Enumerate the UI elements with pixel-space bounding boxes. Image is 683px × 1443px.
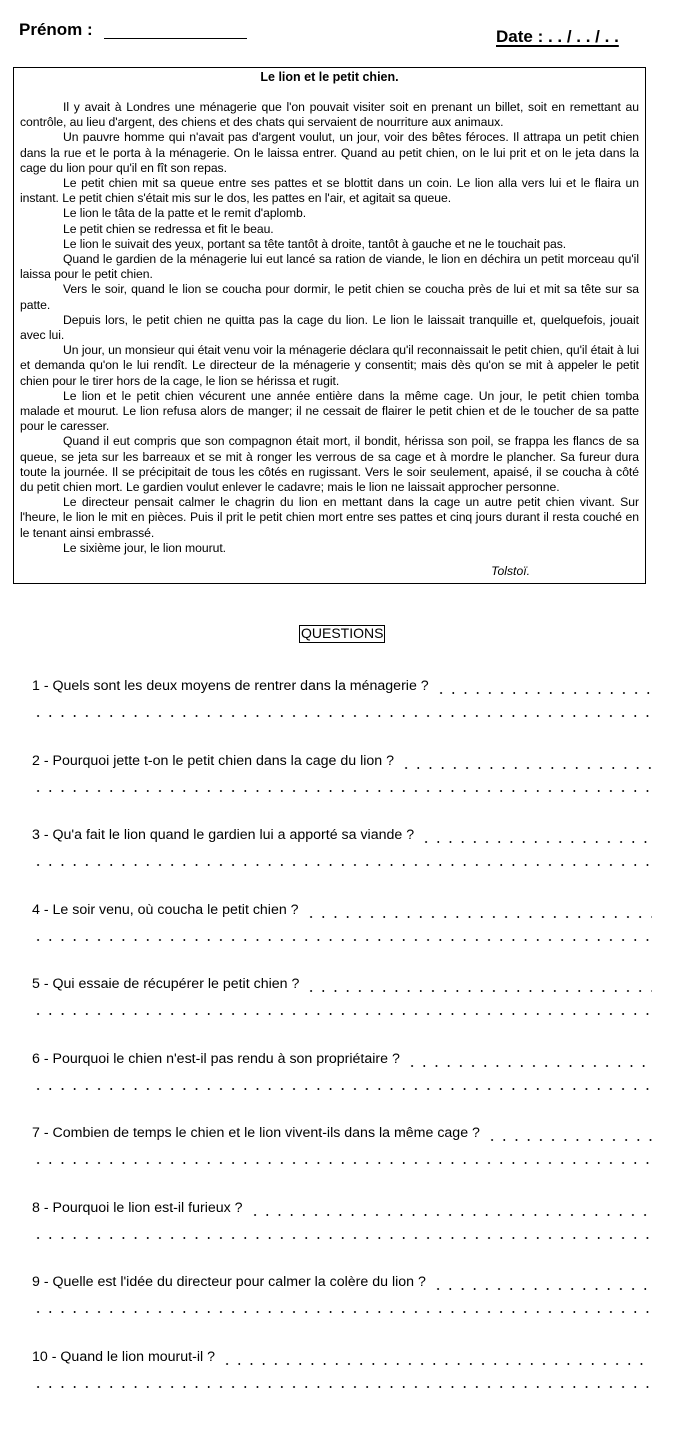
question-answer-leader[interactable]	[305, 901, 652, 919]
question-text: 9 - Quelle est l'idée du directeur pour calmer la colère du lion ?	[32, 1274, 426, 1290]
question-row	[32, 975, 652, 993]
answer-line[interactable]	[32, 1310, 650, 1314]
question-row	[32, 1273, 652, 1291]
question-answer-leader[interactable]	[406, 1050, 652, 1068]
question-text: 8 - Pourquoi le lion est-il furieux ?	[32, 1199, 243, 1216]
story-paragraph: Le sixième jour, le lion mourut.	[63, 540, 227, 555]
question-row	[32, 677, 652, 695]
answer-line[interactable]	[32, 789, 650, 793]
date-label: Date : . . / . . / . .	[496, 27, 619, 46]
question-item	[32, 1341, 652, 1401]
question-item	[32, 819, 652, 879]
question-text: 6 - Pourquoi le chien n'est-il pas rendu à son propriétaire ?	[32, 1050, 400, 1067]
story-paragraph: Le lion le tâta de la patte et le remit d'aplomb.	[63, 206, 307, 221]
story-paragraph: Depuis lors, le petit chien ne quitta pas la cage du lion. Le lion le laissait tranquille et, quelquefois, jouait avec lui.	[20, 312, 639, 343]
question-text: 3 - Qu'a fait le lion quand le gardien lui a apporté sa viande ?	[32, 827, 415, 843]
question-row	[32, 826, 652, 844]
name-answer-line[interactable]	[104, 38, 247, 39]
answer-line[interactable]	[32, 1385, 650, 1389]
story-title: Le lion et le petit chien.	[260, 70, 399, 84]
story-paragraph: Un jour, un monsieur qui était venu voir la ménagerie déclara qu'il reconnaissait le petit chien, qu'il était à lui et demanda qu'on le lui rendît. Le directeur de la ménagerie y consentit; mais dès qu'on se mit à appeler le petit chien pour le tirer hors de la cage, le lion se hérissa et rugit.	[20, 343, 639, 388]
question-item	[32, 894, 652, 954]
answer-line[interactable]	[32, 1087, 650, 1091]
story-text	[20, 100, 639, 556]
question-item	[32, 1117, 652, 1177]
question-row	[32, 901, 652, 919]
question-text: 5 - Qui essaie de récupérer le petit chien ?	[32, 976, 300, 992]
question-text: 7 - Combien de temps le chien et le lion vivent-ils dans la même cage ?	[32, 1125, 480, 1141]
story-paragraph: Le lion le suivait des yeux, portant sa tête tantôt à droite, tantôt à gauche et ne le touchait pas.	[63, 236, 567, 251]
question-item	[32, 1043, 652, 1103]
question-row	[32, 1199, 652, 1217]
question-item	[32, 1266, 652, 1326]
name-label: Prénom :	[19, 20, 93, 39]
story-paragraph: Quand il eut compris que son compagnon était mort, il bondit, hérissa son poil, se frappa les flancs de sa queue, se jeta sur les barreaux et se mit à ronger les verrous de sa cage et à mordre le plancher. Sa fureur dura toute la journée. Il se précipitait de tous les côtés en rugissant. Vers le soir seulement, apaisé, il se coucha à côté du petit chien mort. Le gardien voulut enlever le cadavre; mais le lion ne laissait approcher personne.	[20, 434, 639, 495]
question-text: 2 - Pourquoi jette t-on le petit chien dans la cage du lion ?	[32, 752, 395, 769]
story-box	[13, 67, 646, 584]
question-row	[32, 752, 652, 770]
question-answer-leader[interactable]	[435, 677, 652, 695]
answer-line[interactable]	[32, 714, 650, 718]
question-answer-leader[interactable]	[305, 975, 652, 993]
story-paragraph: Quand le gardien de la ménagerie lui eut lancé sa ration de viande, le lion en déchira un petit morceau qu'il laissa pour le petit chien.	[20, 252, 639, 282]
questions-heading: QUESTIONS	[301, 625, 384, 641]
question-item	[32, 968, 652, 1028]
question-answer-leader[interactable]	[420, 826, 652, 844]
question-text: 4 - Le soir venu, où coucha le petit chien ?	[32, 901, 299, 918]
date-field[interactable]	[496, 27, 619, 47]
question-item	[32, 670, 652, 730]
story-paragraph: Vers le soir, quand le lion se coucha pour dormir, le petit chien se coucha près de lui et mit sa tête sur sa patte.	[20, 282, 639, 312]
question-answer-leader[interactable]	[400, 752, 652, 770]
story-paragraph: Il y avait à Londres une ménagerie que l'on pouvait visiter soit en prenant un billet, soit en remettant au contrôle, au lieu d'argent, des chiens et des chats qui servaient de nourriture aux animaux.	[20, 100, 639, 130]
question-answer-leader[interactable]	[486, 1124, 652, 1142]
answer-line[interactable]	[32, 863, 650, 867]
question-answer-leader[interactable]	[249, 1199, 652, 1217]
question-row	[32, 1050, 652, 1068]
story-paragraph: Le lion et le petit chien vécurent une année entière dans la même cage. Un jour, le petit chien tomba malade et mourut. Le lion refusa alors de manger; il ne cessait de flairer le petit chien et de le toucher de sa patte pour le caresser.	[20, 388, 639, 434]
story-paragraph: Le petit chien se redressa et fit le beau.	[63, 221, 274, 236]
question-item	[32, 745, 652, 805]
answer-line[interactable]	[32, 1012, 650, 1016]
story-paragraph: Le directeur pensait calmer le chagrin du lion en mettant dans la cage un autre petit chien vivant. Sur l'heure, le lion le mit en pièces. Puis il prit le petit chien mort entre ses pattes et cinq jours durant il resta couché en le tenant ainsi embrassé.	[20, 495, 639, 540]
question-answer-leader[interactable]	[221, 1348, 652, 1366]
answer-line[interactable]	[32, 1161, 650, 1165]
story-paragraph: Le petit chien mit sa queue entre ses pattes et se blottit dans un coin. Le lion alla vers lui et le flaira un instant. Le petit chien s'était mis sur le dos, les pattes en l'air, et agitait sa queue.	[20, 176, 639, 206]
story-author: Tolstoï.	[491, 564, 530, 578]
question-text: 1 - Quels sont les deux moyens de rentrer dans la ménagerie ?	[32, 678, 429, 694]
answer-line[interactable]	[32, 938, 650, 942]
question-text: 10 - Quand le lion mourut-il ?	[32, 1348, 215, 1365]
question-answer-leader[interactable]	[432, 1273, 652, 1291]
story-paragraph: Un pauvre homme qui n'avait pas d'argent voulut, un jour, voir des bêtes féroces. Il attrapa un petit chien dans la rue et le porta à la ménagerie. On le laissa entrer. Quand au petit chien, on le lui prit et on le jeta dans la cage du lion pour qu'il en fît son repas.	[20, 130, 639, 175]
question-row	[32, 1348, 652, 1366]
answer-line[interactable]	[32, 1236, 650, 1240]
question-item	[32, 1192, 652, 1252]
question-row	[32, 1124, 652, 1142]
